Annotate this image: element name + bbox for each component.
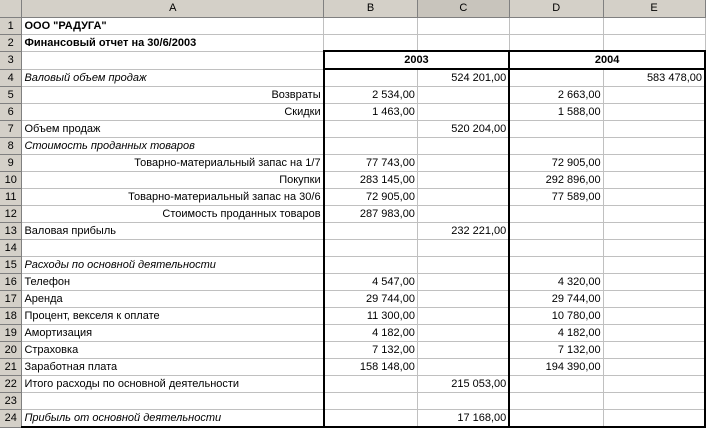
value-cell[interactable] — [417, 155, 509, 172]
value-cell[interactable] — [417, 393, 509, 410]
table-row — [0, 359, 705, 376]
row-header[interactable]: 3 — [0, 51, 22, 69]
value-cell[interactable] — [417, 325, 509, 342]
table-row — [0, 291, 705, 308]
year-header-2004[interactable]: 2004 — [509, 51, 705, 69]
report-title-cell[interactable]: Финансовый отчет на 30/6/2003 — [22, 34, 324, 51]
row-label-cell[interactable]: Скидки — [22, 104, 324, 121]
value-cell[interactable] — [603, 291, 705, 308]
value-cell[interactable] — [417, 172, 509, 189]
row-label-cell[interactable]: Телефон — [22, 274, 324, 291]
value-cell[interactable] — [603, 325, 705, 342]
row-label-cell[interactable]: Возвраты — [22, 87, 324, 104]
row-header[interactable]: 18 — [0, 308, 22, 325]
value-cell[interactable] — [603, 376, 705, 393]
value-cell[interactable] — [417, 308, 509, 325]
value-cell[interactable]: 7 132,00 — [324, 342, 418, 359]
value-cell[interactable]: 7 132,00 — [509, 342, 603, 359]
row-label-cell[interactable]: Страховка — [22, 342, 324, 359]
value-cell[interactable]: 4 182,00 — [324, 325, 418, 342]
value-cell[interactable] — [603, 223, 705, 240]
row-label-cell[interactable]: Объем продаж — [22, 121, 324, 138]
table-row — [0, 69, 705, 87]
value-cell[interactable] — [603, 308, 705, 325]
value-cell[interactable]: 232 221,00 — [417, 223, 509, 240]
value-cell[interactable]: 77 743,00 — [324, 155, 418, 172]
value-cell[interactable]: 158 148,00 — [324, 359, 418, 376]
value-cell[interactable]: 72 905,00 — [509, 155, 603, 172]
value-cell[interactable] — [603, 240, 705, 257]
value-cell[interactable]: 520 204,00 — [417, 121, 509, 138]
column-header-b[interactable]: B — [324, 0, 418, 17]
row-header[interactable]: 5 — [0, 87, 22, 104]
value-cell[interactable]: 29 744,00 — [324, 291, 418, 308]
table-row — [0, 189, 705, 206]
row-header[interactable]: 6 — [0, 104, 22, 121]
cell-a3[interactable] — [22, 51, 324, 69]
table-row — [0, 87, 705, 104]
value-cell[interactable] — [417, 104, 509, 121]
value-cell[interactable] — [603, 257, 705, 274]
value-cell[interactable] — [603, 206, 705, 223]
value-cell[interactable] — [324, 257, 418, 274]
value-cell[interactable] — [603, 172, 705, 189]
value-cell[interactable] — [603, 393, 705, 410]
row-label-cell[interactable]: Итого расходы по основной деятельности — [22, 376, 324, 393]
row-label-cell[interactable] — [22, 393, 324, 410]
row-label-cell[interactable]: Аренда — [22, 291, 324, 308]
row-label-cell[interactable]: Валовая прибыль — [22, 223, 324, 240]
value-cell[interactable] — [509, 223, 603, 240]
row-header[interactable]: 2 — [0, 34, 22, 51]
value-cell[interactable] — [417, 342, 509, 359]
row-header[interactable]: 14 — [0, 240, 22, 257]
value-cell[interactable] — [603, 87, 705, 104]
value-cell[interactable] — [417, 138, 509, 155]
cell-b2[interactable] — [324, 34, 418, 51]
row-header[interactable]: 19 — [0, 325, 22, 342]
value-cell[interactable] — [324, 410, 418, 428]
value-cell[interactable]: 72 905,00 — [324, 189, 418, 206]
table-row — [0, 206, 705, 223]
value-cell[interactable]: 287 983,00 — [324, 206, 418, 223]
row-header[interactable]: 12 — [0, 206, 22, 223]
row-header[interactable]: 9 — [0, 155, 22, 172]
value-cell[interactable] — [417, 359, 509, 376]
row-header[interactable]: 11 — [0, 189, 22, 206]
row-header[interactable]: 24 — [0, 410, 22, 428]
value-cell[interactable]: 1 463,00 — [324, 104, 418, 121]
table-row — [0, 138, 705, 155]
value-cell[interactable]: 583 478,00 — [603, 69, 705, 87]
cell-c2[interactable] — [417, 34, 509, 51]
table-row — [0, 17, 705, 34]
row-label-cell[interactable]: Заработная плата — [22, 359, 324, 376]
column-header-c[interactable]: C — [417, 0, 509, 17]
value-cell[interactable] — [509, 376, 603, 393]
table-row — [0, 410, 705, 428]
value-cell[interactable]: 2 534,00 — [324, 87, 418, 104]
value-cell[interactable] — [509, 69, 603, 87]
table-row — [0, 342, 705, 359]
value-cell[interactable] — [603, 189, 705, 206]
row-label-cell[interactable]: Товарно-материальный запас на 1/7 — [22, 155, 324, 172]
table-row — [0, 240, 705, 257]
value-cell[interactable]: 4 182,00 — [509, 325, 603, 342]
value-cell[interactable]: 2 663,00 — [509, 87, 603, 104]
value-cell[interactable]: 1 588,00 — [509, 104, 603, 121]
value-cell[interactable] — [603, 138, 705, 155]
value-cell[interactable]: 4 320,00 — [509, 274, 603, 291]
value-cell[interactable] — [324, 223, 418, 240]
row-header[interactable]: 15 — [0, 257, 22, 274]
value-cell[interactable]: 11 300,00 — [324, 308, 418, 325]
column-header-a[interactable]: A — [22, 0, 324, 17]
value-cell[interactable] — [417, 274, 509, 291]
table-row — [0, 172, 705, 189]
value-cell[interactable]: 29 744,00 — [509, 291, 603, 308]
value-cell[interactable] — [324, 376, 418, 393]
value-cell[interactable]: 292 896,00 — [509, 172, 603, 189]
table-row — [0, 376, 705, 393]
value-cell[interactable]: 194 390,00 — [509, 359, 603, 376]
row-header[interactable]: 22 — [0, 376, 22, 393]
value-cell[interactable] — [509, 410, 603, 428]
value-cell[interactable] — [417, 257, 509, 274]
table-row — [0, 34, 705, 51]
value-cell[interactable] — [603, 121, 705, 138]
row-label-cell[interactable]: Валовый объем продаж — [22, 69, 324, 87]
row-label-cell[interactable]: Амортизация — [22, 325, 324, 342]
table-row — [0, 325, 705, 342]
year-header-2003[interactable]: 2003 — [324, 51, 510, 69]
value-cell[interactable] — [603, 342, 705, 359]
row-header[interactable]: 20 — [0, 342, 22, 359]
cell-c1[interactable] — [417, 17, 509, 34]
row-label-cell[interactable]: Покупки — [22, 172, 324, 189]
row-header[interactable]: 13 — [0, 223, 22, 240]
value-cell[interactable] — [603, 410, 705, 428]
cell-b1[interactable] — [324, 17, 418, 34]
row-label-cell[interactable]: Прибыль от основной деятельности — [22, 410, 324, 428]
row-header[interactable]: 4 — [0, 69, 22, 87]
value-cell[interactable] — [509, 138, 603, 155]
value-cell[interactable] — [324, 393, 418, 410]
value-cell[interactable] — [603, 274, 705, 291]
row-label-cell[interactable] — [22, 240, 324, 257]
row-header[interactable]: 17 — [0, 291, 22, 308]
table-row — [0, 223, 705, 240]
value-cell[interactable]: 17 168,00 — [417, 410, 509, 428]
value-cell[interactable] — [417, 87, 509, 104]
table-row — [0, 155, 705, 172]
company-name-cell[interactable]: ООО "РАДУГА" — [22, 17, 324, 34]
column-header-row — [0, 0, 705, 17]
column-header-e[interactable]: E — [603, 0, 705, 17]
value-cell[interactable] — [417, 206, 509, 223]
table-row — [0, 121, 705, 138]
value-cell[interactable] — [324, 240, 418, 257]
value-cell[interactable] — [324, 121, 418, 138]
select-all-corner[interactable] — [0, 0, 22, 17]
row-label-cell[interactable]: Стоимость проданных товаров — [22, 138, 324, 155]
cell-e2[interactable] — [603, 34, 705, 51]
cell-d1[interactable] — [509, 17, 603, 34]
value-cell[interactable]: 524 201,00 — [417, 69, 509, 87]
row-header[interactable]: 21 — [0, 359, 22, 376]
row-header[interactable]: 16 — [0, 274, 22, 291]
row-label-cell[interactable]: Процент, векселя к оплате — [22, 308, 324, 325]
table-row — [0, 257, 705, 274]
value-cell[interactable] — [603, 155, 705, 172]
row-header[interactable]: 1 — [0, 17, 22, 34]
value-cell[interactable] — [603, 359, 705, 376]
row-header[interactable]: 10 — [0, 172, 22, 189]
value-cell[interactable]: 215 053,00 — [417, 376, 509, 393]
value-cell[interactable] — [417, 291, 509, 308]
value-cell[interactable]: 10 780,00 — [509, 308, 603, 325]
value-cell[interactable] — [603, 104, 705, 121]
value-cell[interactable] — [509, 393, 603, 410]
value-cell[interactable]: 4 547,00 — [324, 274, 418, 291]
value-cell[interactable] — [324, 69, 418, 87]
table-row — [0, 274, 705, 291]
value-cell[interactable] — [509, 121, 603, 138]
value-cell[interactable]: 283 145,00 — [324, 172, 418, 189]
value-cell[interactable] — [509, 240, 603, 257]
cell-e1[interactable] — [603, 17, 705, 34]
table-row — [0, 393, 705, 410]
row-header[interactable]: 23 — [0, 393, 22, 410]
column-header-d[interactable]: D — [509, 0, 603, 17]
row-label-cell[interactable]: Расходы по основной деятельности — [22, 257, 324, 274]
table-row — [0, 104, 705, 121]
row-label-cell[interactable]: Товарно-материальный запас на 30/6 — [22, 189, 324, 206]
row-header[interactable]: 8 — [0, 138, 22, 155]
table-row — [0, 308, 705, 325]
value-cell[interactable] — [509, 206, 603, 223]
cell-d2[interactable] — [509, 34, 603, 51]
value-cell[interactable] — [324, 138, 418, 155]
row-label-cell[interactable]: Стоимость проданных товаров — [22, 206, 324, 223]
value-cell[interactable] — [417, 240, 509, 257]
value-cell[interactable]: 77 589,00 — [509, 189, 603, 206]
value-cell[interactable] — [509, 257, 603, 274]
table-row — [0, 51, 705, 69]
value-cell[interactable] — [417, 189, 509, 206]
row-header[interactable]: 7 — [0, 121, 22, 138]
